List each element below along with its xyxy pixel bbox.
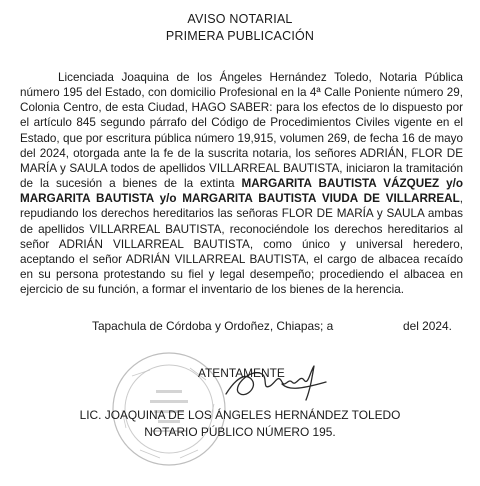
- notice-body-part-1: Licenciada Joaquina de los Ángeles Hernández Toledo, Notaria Pública número 195 del Estado, con domicilio Profesional en la 4ª Calle Poniente número 29, Colonia Centro, de esta Ciudad, HAGO SABER: para los efectos de lo dispuesto por el artículo 845 segundo párrafo del Código de Procedimientos Civiles vigente en el Estado, que por escritura pública número 19,915, volumen 269, de fecha 16 de mayo del 2024, otorgada ante la fe de la suscrita notaria, los señores ADRIÁN, FLOR DE MARÍA y SAULA todos de apellidos VILLARREAL BAUTISTA, iniciaron la tramitación de la sucesión a bienes de la extinta: [20, 71, 463, 191]
- notice-subtitle: PRIMERA PUBLICACIÓN: [165, 29, 315, 43]
- deceased-name: MARGARITA BAUTISTA VÁZQUEZ y/o MARGARITA BAUTISTA y/o MARGARITA BAUTISTA VIUDA DE VILLARREAL: [20, 177, 463, 206]
- notice-title: AVISO NOTARIAL: [187, 12, 293, 26]
- notice-body: [20, 70, 463, 297]
- closing-salutation: ATENTAMENTE: [198, 366, 285, 380]
- place-date-line: Tapachula de Córdoba y Ordoñez, Chiapas; a: [92, 319, 334, 333]
- signer-name: LIC. JOAQUINA DE LOS ÁNGELES HERNÁNDEZ TOLEDO: [79, 408, 401, 422]
- signer-title: NOTARIO PÚBLICO NÚMERO 195.: [144, 425, 336, 439]
- notice-body-part-2: , repudiando los derechos hereditarios las señoras FLOR DE MARÍA y SAULA ambas de apellidos VILLARREAL BAUTISTA, reconociéndole los derechos hereditarios al señor ADRIÁN VILLARREAL BAUTISTA, como único y universal heredero, aceptando el señor ADRIÁN VILLARREAL BAUTISTA, el cargo de albacea recaído en su persona protestando su fiel y legal desempeño; procediendo el albacea en ejercicio de su función, a formar el inventario de los bienes de la herencia.: [20, 192, 463, 297]
- date-year: del 2024.: [403, 319, 452, 333]
